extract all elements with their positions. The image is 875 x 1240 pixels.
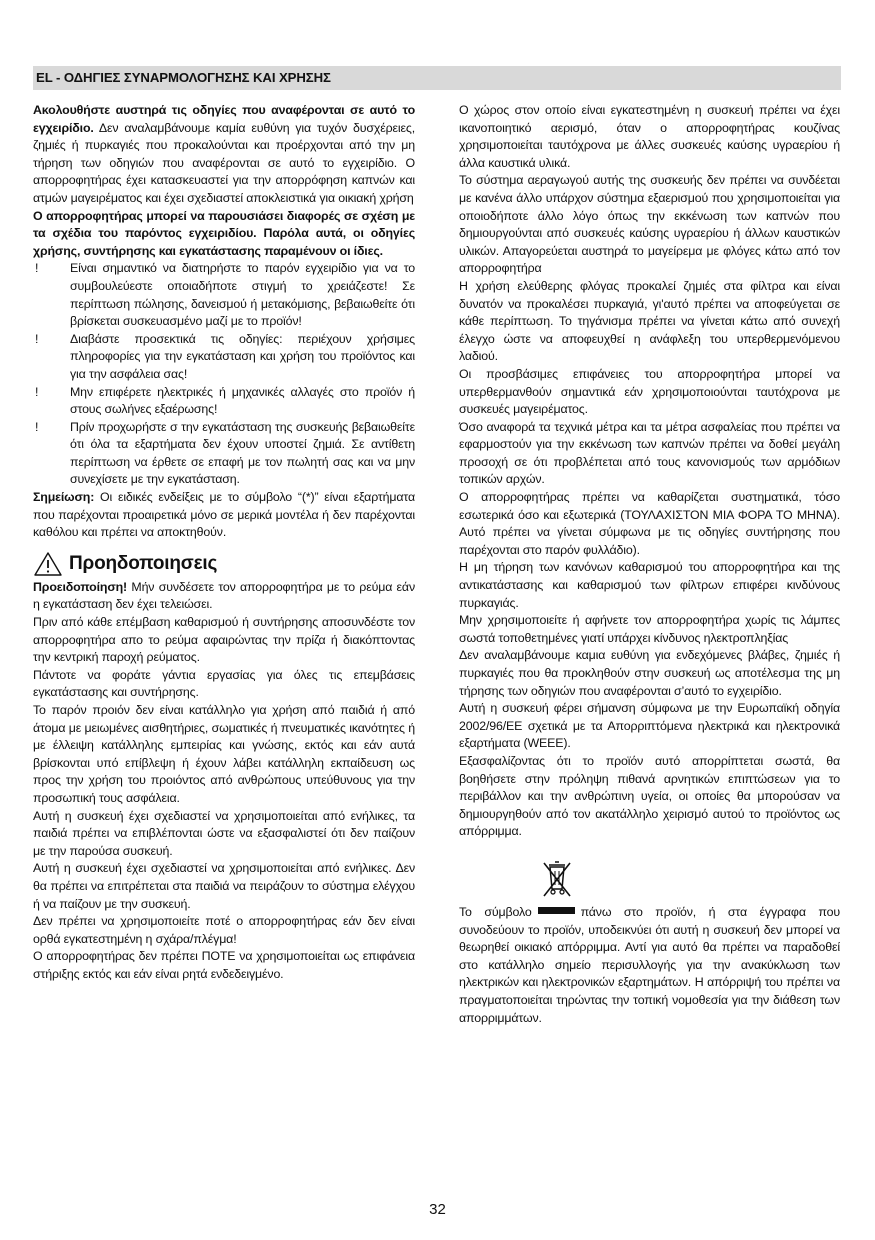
symbol-before-text: Το σύμβολο — [459, 904, 532, 919]
paragraph: Μην χρησιμοποιείτε ή αφήνετε τον απορροφητήρα χωρίς τις λάμπες σωστά τοποθετημένες γιατί υπάρχει κίνδυνος ηλεκτροπληξίας — [459, 613, 840, 645]
bullet-text: Είναι σημαντικό να διατηρήστε το παρόν εγχειρίδιο για να το συμβουλεύεστε οποιαδήποτε στιγμή το χρειάζεστε! Σε περίπτωση πώλησης, δανεισμού ή μετακόμισης, βεβαιωθείτε ότι βρίσκεται συσκευασμένο μαζί με το προϊόν! — [70, 261, 415, 329]
bullet-text: Διαβάστε προσεκτικά τις οδηγίες: περιέχουν χρήσιμες πληροφορίες για την εγκατάσταση και χρήση του προϊόντος και για την ασφάλεια σας! — [70, 331, 415, 381]
bullet-item — [33, 260, 415, 330]
paragraph: Εξασφαλίζοντας ότι το προϊόν αυτό απορρίπτεται σωστά, θα βοηθήσετε στην πρόληψη πιθανά αρνητικών επιπτώσεων για το περιβάλλον και την ανθρώπινη υγεία, οι οποίες θα μπορούσαν να δημιουργηθούν από τον ακατάλληλο χειρισμό αυτού το προϊόντος ως απόρριμμα. — [459, 753, 840, 839]
paragraph: Αυτή η συσκευή έχει σχεδιαστεί να χρησιμοποιείται από ενήλικες, τα παιδιά πρέπει να επιβλέπονται ώστε να εξασφαλιστεί ότι δεν παίζουν με την παρούσα συσκευή. — [33, 808, 415, 858]
warning-triangle-icon — [33, 551, 63, 577]
warning-label: Προειδοποίηση! — [33, 579, 128, 594]
bullet-mark: ! — [35, 261, 39, 276]
weee-symbol-area — [459, 841, 840, 904]
intro-bold: Ακολουθήστε αυστηρά τις οδηγίες που αναφέρονται σε αυτό το εγχειρίδιο. — [33, 103, 415, 135]
intro-text: Δεν αναλαμβάνουμε καμία ευθύνη για τυχόν δυσχέρειες, ζημιές ή πυρκαγιές που προκαλούνται και προέρχονται από την μη τήρηση των οδηγιών που αναφέρονται σε αυτό το εγχειρίδιο. Ο απορροφητήρας έχει κατασκευαστεί για την απορρόφηση καπνών και ατμών μαγειρέματος και έχει σχεδιαστεί αποκλειστικά για οικιακή χρήση — [33, 120, 415, 205]
paragraph: Όσο αναφορά τα τεχνικά μέτρα και τα μέτρα ασφαλείας που πρέπει να εφαρμοστούν για την εκκένωση των καπνών πρέπει να δοθεί μεγάλη προσοχή σε ότι προβλέπεται από τους κανονισμούς των αρμόδιων τοπικών αρχών. — [459, 419, 840, 487]
paragraph: Πάντοτε να φοράτε γάντια εργασίας για όλες τις επεμβάσεις εγκατάστασης και συντήρησης. — [33, 667, 415, 700]
bullet-mark: ! — [35, 384, 39, 399]
paragraph: Ο χώρος στον οποίο είναι εγκατεστημένη η συσκευή πρέπει να έχει ικανοποιητικό αερισμό, όταν ο απορροφητήρας κουζίνας χρησιμοποιείται ταυτόχρονα με άλλες συσκευές καύσης υγραερίου ή άλλα καυστικά υλικά. — [459, 103, 840, 170]
paragraph: Δεν αναλαμβάνουμε καμια ευθύνη για ενδεχόμενες βλάβες, ζημιές ή πυρκαγιές που θα προκληθούν στην συσκευή ως αποτέλεσμα της μη τήρησης των οδηγιών που αναφέρονται σ’αυτό το εγχειρίδιο. — [459, 648, 840, 698]
intro-paragraph — [33, 102, 415, 208]
warnings-title: Προηδοποιησεις — [69, 552, 218, 574]
warnings-heading — [33, 551, 415, 577]
crossed-out-wheelie-bin-icon — [541, 859, 573, 899]
bullet-mark: ! — [35, 419, 39, 434]
section-title: EL - ΟΔΗΓΙΕΣ ΣΥΝΑΡΜΟΛΟΓΗΣΗΣ ΚΑΙ ΧΡΗΣΗΣ — [36, 70, 331, 85]
warning-paragraph — [33, 579, 415, 614]
note-text: Οι ειδικές ενδείξεις με το σύμβολο “(*)” είναι εξαρτήματα που παρέχονται προαιρετικά μόνο σε μερικά μοντέλα ή δεν παρέχονται καθόλου και πρέπει να αποκτηθούν. — [33, 490, 415, 540]
note-paragraph — [33, 489, 415, 542]
left-column — [33, 102, 415, 984]
right-column — [459, 102, 840, 1027]
warning-text: Μήν συνδέσετε τον απορροφητήρα με το ρεύμα εάν η εγκατάσταση δεν έχει τελειώσει. — [33, 579, 415, 612]
bullet-item — [33, 331, 415, 384]
bullet-text: Πρίν προχωρήστε σ την εγκατάσταση της συσκευής βεβαιωθείτε ότι όλα τα εξαρτήματα δεν έχουν υποστεί ζημιά. Σε αντίθετη περίπτωση να έρθετε σε επαφή με τον πωλητή σας και να μην συνεχίσετε με την εγκατάσταση. — [70, 419, 415, 487]
paragraph: Το παρόν προιόν δεν είναι κατάλληλο για χρήση από παιδιά ή από άτομα με μειωμένες αισθητήριες, σωματικές ή πνευματικές ικανότητες ή με έλλειψη κατάλληλης εμπειρίας και γνώσης, εκτός και εάν αυτά βρίσκονται υπό επίβλεψη ή έχουν λάβει κατάλληλη εκπαίδευση ως προς την χρήση του προιόντος από ανθρώπους υπεύθυνους για την προσωπική τους ασφάλεια. — [33, 703, 415, 805]
paragraph: Αυτή η συσκευή φέρει σήμανση σύμφωνα με την Ευρωπαϊκή οδηγία 2002/96/EE σχετικά με τα Απορριπτόμενα ηλεκτρικά και ηλεκτρονικά εξαρτήματα (WEEE). — [459, 701, 840, 751]
page-number: 32 — [429, 1201, 446, 1218]
paragraph: Οι προσβάσιμες επιφάνειες του απορροφητήρα μπορεί να υπερθερμανθούν σημαντικά εάν χρησιμοποιούνται ταυτόχρονα με συσκευές μαγειρέματος. — [459, 366, 840, 417]
paragraph: Το σύστημα αεραγωγού αυτής της συσκευής δεν πρέπει να συνδέεται με κανένα άλλο υπάρχον σύστημα εξαερισμού που χρησιμοποιείται για οποιοδήποτε άλλο λόγο όπως την εκκένωση των καπνών που δημιουργούνται από συσκευές καύσης υγραερίου ή άλλων καυστικών υλικών. Απαγορεύεται αυστηρά το μαγείρεμα με φλόγες κάτω από τον απορροφητήρα — [459, 173, 840, 276]
notice-paragraph — [33, 208, 415, 261]
note-label: Σημείωση: — [33, 490, 95, 505]
weee-bar-symbol — [538, 907, 575, 914]
paragraph: Η χρήση ελεύθερης φλόγας προκαλεί ζημιές στα φίλτρα και είναι δυνατόν να προκαλέσει πυρκαγιά, γι'αυτό πρέπει να αποφεύγεται σε κάθε περίπτωση. Το τηγάνισμα πρέπει να γίνεται κάτω από συνεχή έλεγχο ώστε να αποφευχθεί η ανάφλεξη του υπερθερμενόμενου λαδιού. — [459, 278, 840, 364]
paragraph: Δεν πρέπει να χρησιμοποιείτε ποτέ ο απορροφητήρας εάν δεν είναι ορθά εγκατεστημένη η σχάρα/πλέγμα! — [33, 914, 415, 946]
notice-bold: Ο απορροφητήρας μπορεί να παρουσιάσει διαφορές σε σχέση με τα σχέδια του παρόντος εγχειριδίου. Παρόλα αυτά, οι οδηγίες χρήσης, συντήρησης και εγκατάστασης παραμένουν οι ίδιες. — [33, 208, 415, 258]
paragraph: Ο απορροφητήρας δεν πρέπει ΠΟΤΕ να χρησιμοποιείται ως επιφάνεια στήριξης εκτός και εάν είναι ρητά ενδεδειγμένο. — [33, 949, 415, 981]
bullet-item — [33, 419, 415, 489]
paragraph: Πριν από κάθε επέμβαση καθαρισμού ή συντήρησης αποσυνδέστε τον απορροφητήρα απο το ρεύμα αφαιρώντας την πρίζα ή διακόπτοντας την κεντρική παροχή ρεύματος. — [33, 615, 415, 665]
symbol-after-text: πάνω στο προϊόν, ή στα έγγραφα που συνοδεύουν το προϊόν, υποδεικνύει ότι αυτή η συσκευή δεν μπορεί να θεωρηθεί οικιακό απόρριμμα. Αντί για αυτό θα πρέπει να παραδοθεί στο κατάλληλο σημείο περισυλλογής για την ανακύκλωση των ηλεκτρικών και ηλεκτρονικών εξαρτημάτων. Η απόρριψή του πρέπει να πραγματοποιείται τηρώντας την τοπική νομοθεσία για την διάθεση των απορριμμάτων. — [459, 904, 840, 1025]
section-header — [33, 66, 841, 90]
paragraph: Ο απορροφητήρας πρέπει να καθαρίζεται συστηματικά, τόσο εσωτερικά όσο και εξωτερικά (ΤΟΥΛΑΧΙΣΤΟΝ ΜΙΑ ΦΟΡΑ ΤΟ ΜΗΝΑ). Αυτό πρέπει να γίνεται σύμφωνα με τις οδηγίες συντήρησης που παρέχονται στο παρόν φυλλάδιο). — [459, 490, 840, 557]
bullet-item — [33, 384, 415, 419]
paragraph: Η μη τήρηση των κανόνων καθαρισμού του απορροφητήρα και της αντικατάστασης και καθαρισμού των φίλτρων επιφέρει κινδύνους πυρκαγιάς. — [459, 560, 840, 610]
paragraph: Αυτή η συσκευή έχει σχεδιαστεί να χρησιμοποιείται από ενήλικες. Δεν θα πρέπει να επιτρέπεται στα παιδιά να πειράζουν το σύστημα ελέγχου ή να παίζουν με την συσκευή. — [33, 861, 415, 911]
bullet-text: Μην επιφέρετε ηλεκτρικές ή μηχανικές αλλαγές στο προϊόν ή στους σωλήνες εξαέρωσης! — [70, 384, 415, 417]
weee-paragraph — [459, 904, 840, 1027]
bullet-mark: ! — [35, 331, 39, 346]
